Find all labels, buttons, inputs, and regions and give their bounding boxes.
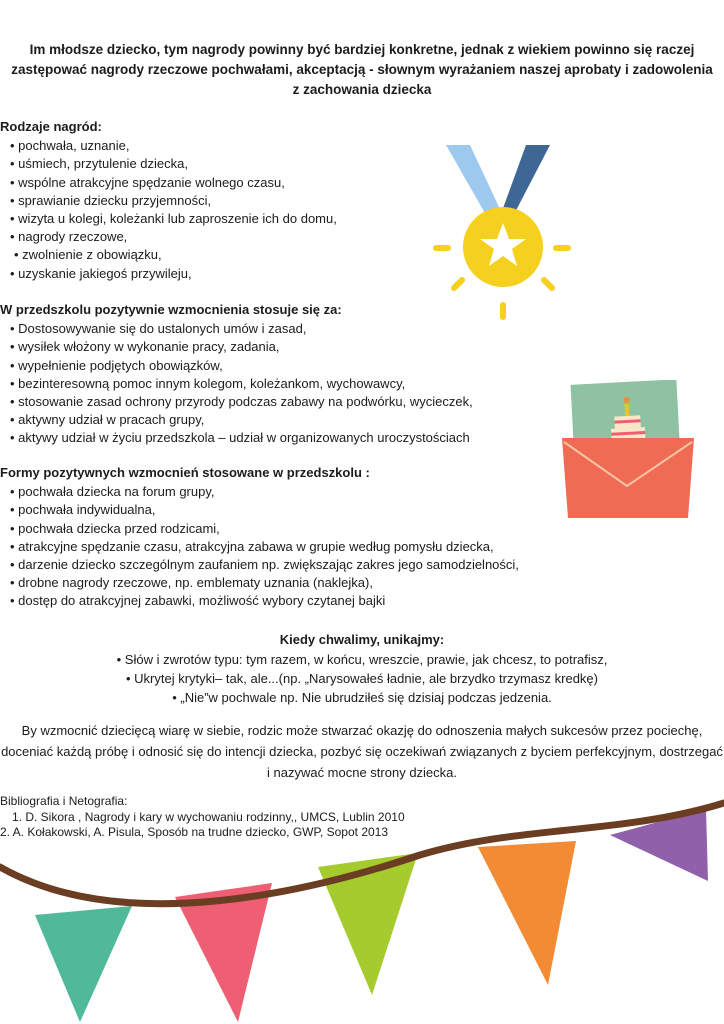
praise-list [60, 650, 664, 707]
bunting-flag-orange [478, 841, 576, 985]
list-item: • „Nie”w pochwale np. Nie ubrudziłeś się dzisiaj podczas jedzenia. [60, 688, 664, 707]
preschool-heading: W przedszkolu pozytywnie wzmocnienia stosuje się za: [0, 302, 342, 317]
list-item: • sprawianie dziecku przyjemności, [10, 192, 337, 210]
rewards-list [0, 137, 337, 283]
list-item: • atrakcyjne spędzanie czasu, atrakcyjna zabawa w grupie według pomysłu dziecka, [10, 538, 519, 556]
rewards-heading: Rodzaje nagród: [0, 119, 102, 134]
forms-list [0, 483, 519, 610]
closing-paragraph: By wzmocnić dziecięcą wiarę w siebie, rodzic może stwarzać okazję do odnoszenia małych sukcesów przez pociechę, doceniać każdą próbę i odnosić się do intencji dziecka, pozbyć się oczekiwań związanych z byciem perfekcyjnym, dostrzegać i nazywać mocne strony dziecka. [1, 723, 723, 780]
list-item: • pochwała dziecka na forum grupy, [10, 483, 519, 501]
list-item: • drobne nagrody rzeczowe, np. emblematy uznania (naklejka), [10, 574, 519, 592]
list-item: • Ukrytej krytyki– tak, ale...(np. „Narysowałeś ładnie, ale brzydko trzymasz kredkę) [60, 669, 664, 688]
forms-section [0, 464, 519, 611]
list-item: • wysiłek włożony w wykonanie pracy, zadania, [10, 338, 473, 356]
list-item: • uśmiech, przytulenie dziecka, [10, 155, 337, 173]
list-item: • stosowanie zasad ochrony przyrody podczas zabawy na podwórku, wycieczek, [10, 393, 473, 411]
preschool-list [0, 320, 473, 447]
list-item: • aktywy udział w życiu przedszkola – udział w organizowanych uroczystościach [10, 429, 473, 447]
list-item: • pochwała indywidualna, [10, 501, 519, 519]
forms-heading: Formy pozytywnych wzmocnień stosowane w przedszkolu : [0, 465, 370, 480]
list-item: • aktywny udział w pracach grupy, [10, 411, 473, 429]
list-item: • darzenie dziecko szczególnym zaufaniem np. zwiększając zakres jego samodzielności, [10, 556, 519, 574]
bunting-garland [0, 795, 724, 1024]
bibliography-item: 2. A. Kołakowski, A. Pisula, Sposób na trudne dziecko, GWP, Sopot 2013 [0, 825, 389, 839]
envelope-body [562, 438, 694, 518]
medal-icon [428, 140, 578, 325]
preschool-section [0, 301, 473, 448]
list-item: • Słów i zwrotów typu: tym razem, w końcu, wreszcie, prawie, jak chcesz, to potrafisz, [60, 650, 664, 669]
list-item: • wspólne atrakcyjne spędzanie wolnego czasu, [10, 174, 337, 192]
intro-text: Im młodsze dziecko, tym nagrody powinny być bardziej konkretne, jednak z wiekiem powinno się raczej zastępować nagrody rzeczowe pochwałami, akceptacją - słownym wyrażaniem naszej aprobaty i zadowolenia z zachowania dziecka [11, 42, 713, 97]
bibliography-item: 1. D. Sikora , Nagrody i kary w wychowaniu rodzinny,, UMCS, Lublin 2010 [12, 809, 405, 824]
list-item: • uzyskanie jakiegoś przywileju, [10, 265, 337, 283]
list-item: • zwolnienie z obowiązku, [10, 246, 337, 264]
list-item: • Dostosowywanie się do ustalonych umów i zasad, [10, 320, 473, 338]
list-item: • pochwała dziecka przed rodzicami, [10, 520, 519, 538]
list-item: • nagrody rzeczowe, [10, 228, 337, 246]
praise-heading: Kiedy chwalimy, unikajmy: [279, 632, 445, 647]
envelope-icon [560, 380, 695, 522]
list-item: • dostęp do atrakcyjnej zabawki, możliwość wybory czytanej bajki [10, 592, 519, 610]
praise-section [60, 630, 664, 707]
rewards-section [0, 118, 337, 283]
list-item: • wizyta u kolegi, koleżanki lub zaproszenie ich do domu, [10, 210, 337, 228]
list-item: • wypełnienie podjętych obowiązków, [10, 357, 473, 375]
bunting-flag-teal [35, 906, 132, 1022]
list-item: • bezinteresowną pomoc innym kolegom, koleżankom, wychowawcy, [10, 375, 473, 393]
bibliography-heading: Bibliografia i Netografia: [0, 794, 128, 808]
list-item: • pochwała, uznanie, [10, 137, 337, 155]
